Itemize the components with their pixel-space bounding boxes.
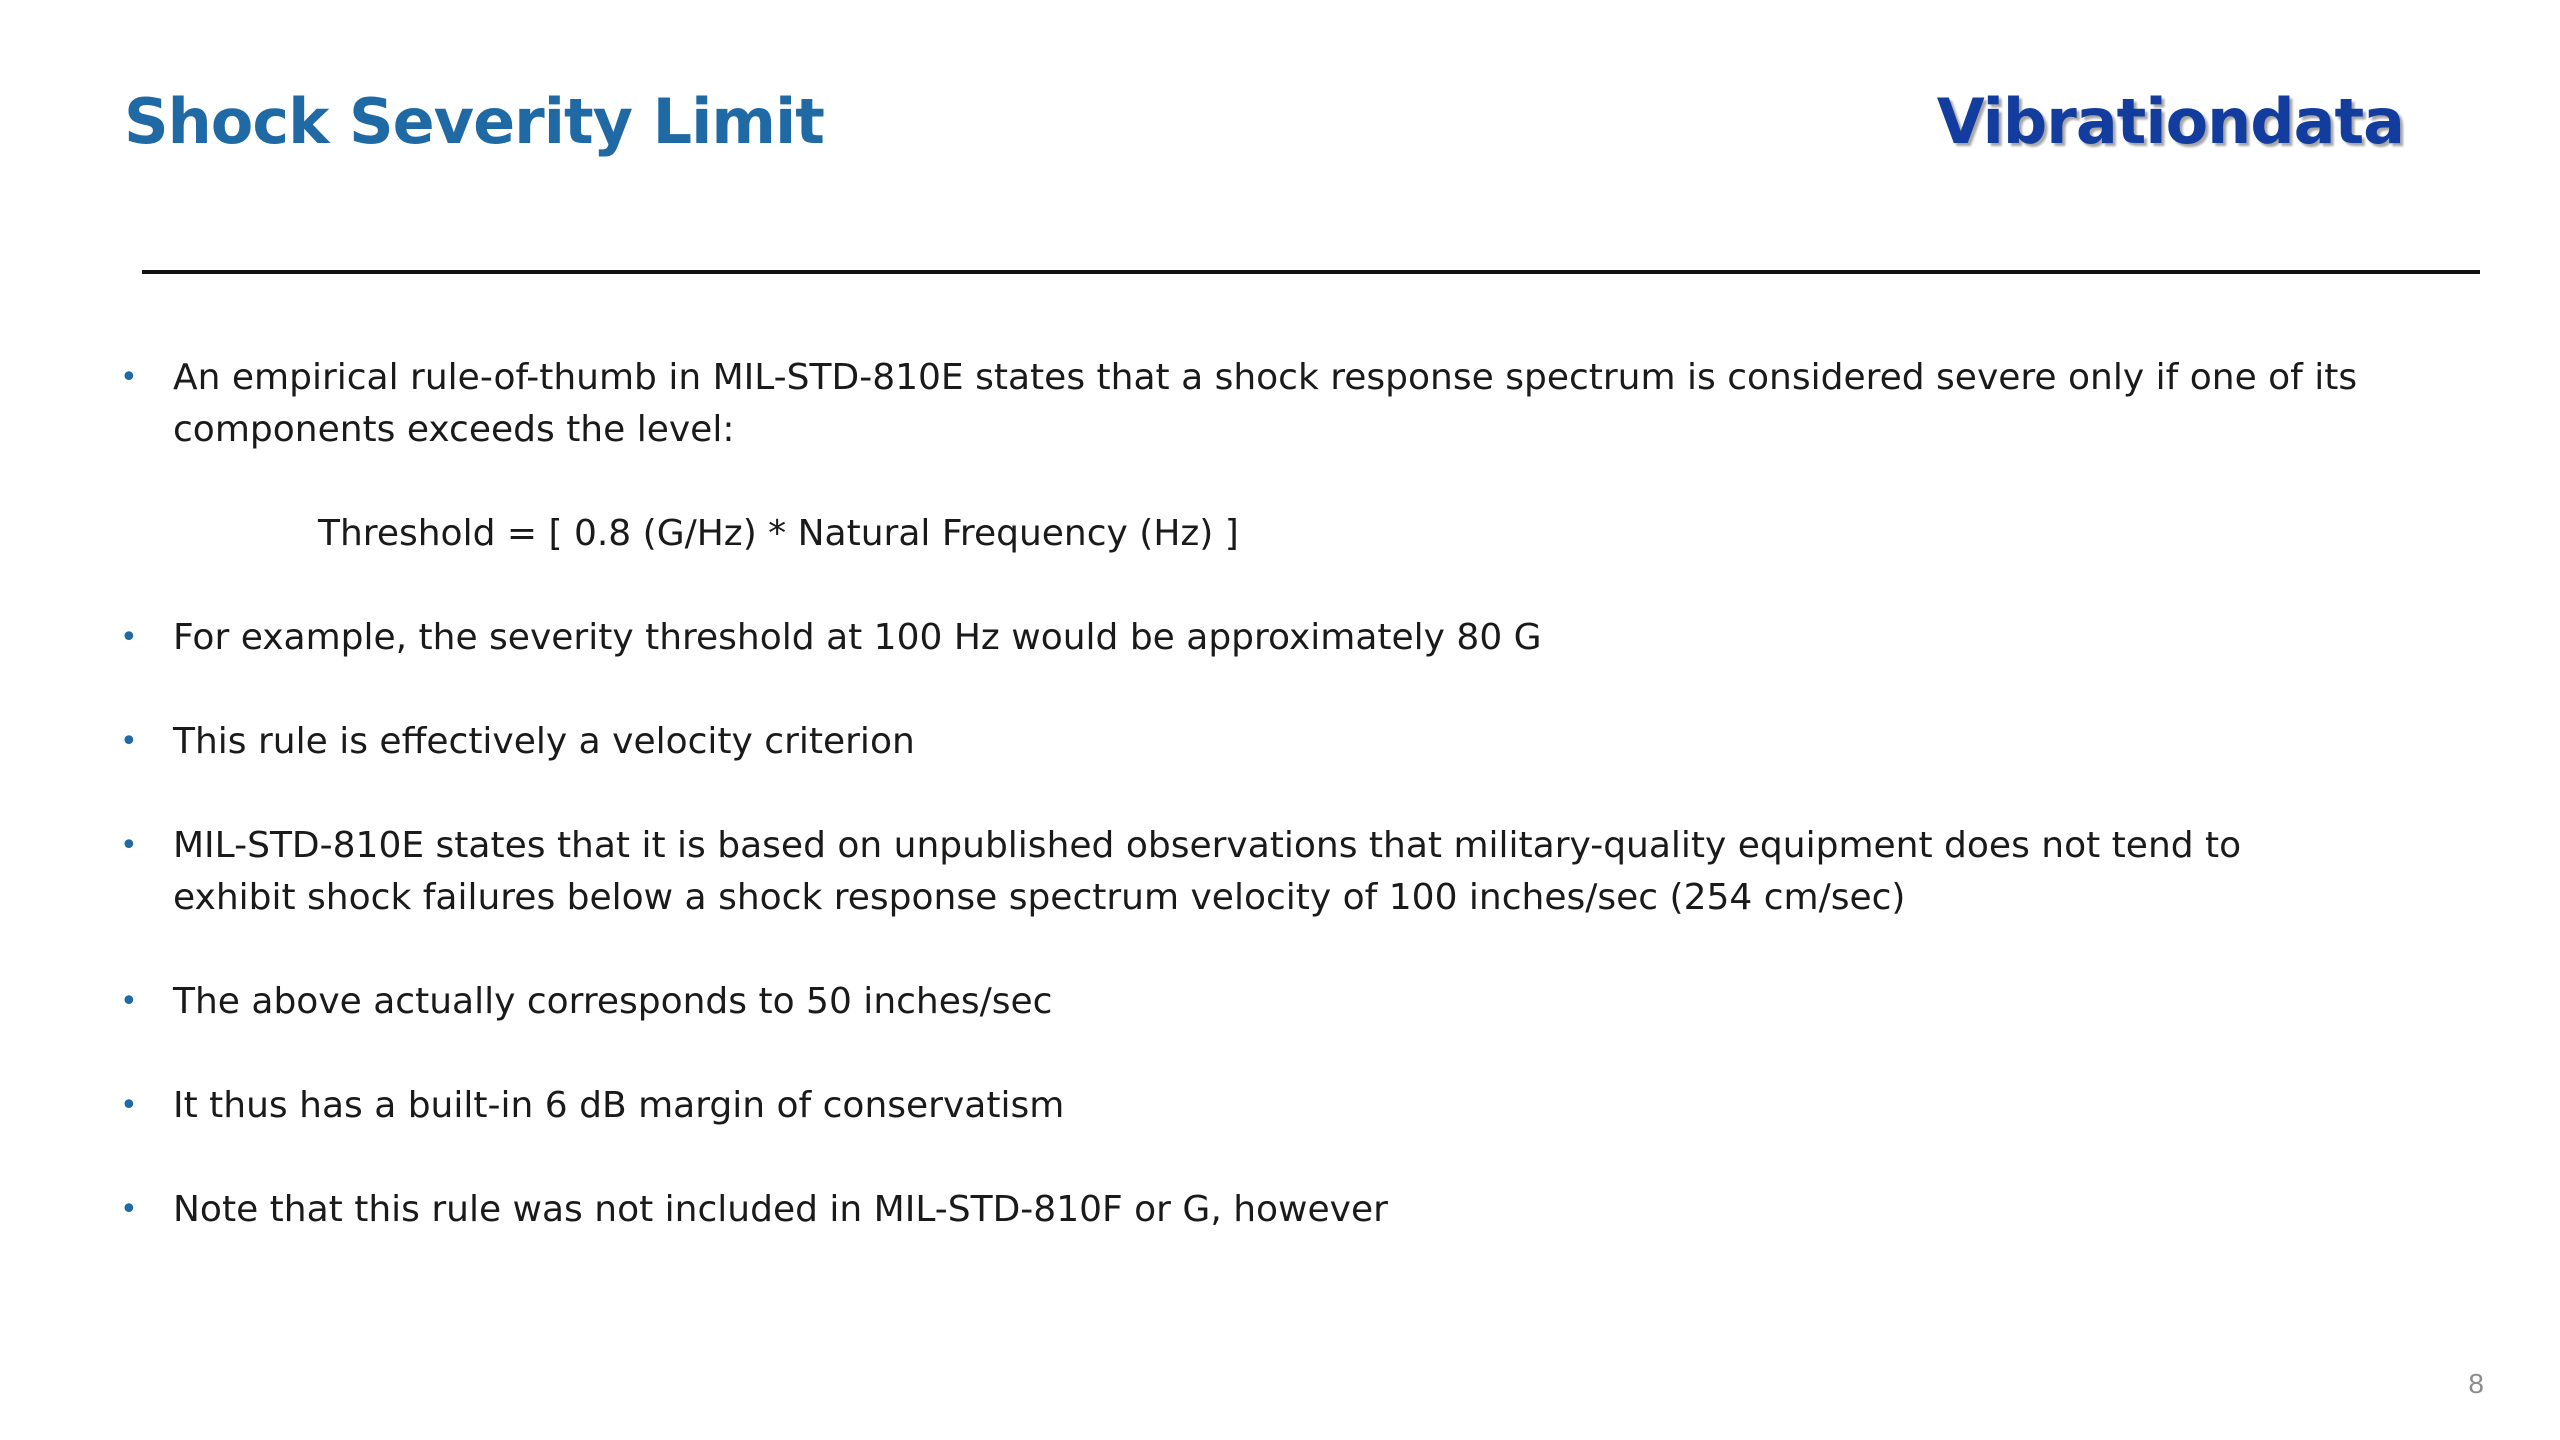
bullet-text: This rule is effectively a velocity criterion <box>173 721 915 762</box>
bullet-item-margin <box>120 1080 2360 1132</box>
bullet-text: For example, the severity threshold at 100 Hz would be approximately 80 G <box>173 617 1542 658</box>
bullet-icon: • <box>120 620 138 655</box>
bullet-item-observations <box>120 820 2360 924</box>
bullet-icon: • <box>120 724 138 759</box>
bullet-icon: • <box>120 828 138 863</box>
bullet-item-corresponds <box>120 976 2360 1028</box>
bullet-text: The above actually corresponds to 50 inches/sec <box>173 981 1053 1022</box>
bullet-icon: • <box>120 1192 138 1227</box>
bullet-list <box>120 352 2360 1288</box>
bullet-item-example <box>120 612 2360 664</box>
bullet-icon: • <box>120 984 138 1019</box>
slide-title: Shock Severity Limit <box>124 85 824 158</box>
bullet-text: Note that this rule was not included in MIL-STD-810F or G, however <box>173 1189 1388 1230</box>
bullet-item-note <box>120 1184 2360 1236</box>
bullet-item-velocity-criterion <box>120 716 2360 768</box>
bullet-text: It thus has a built-in 6 dB margin of conservatism <box>173 1085 1065 1126</box>
bullet-icon: • <box>120 360 138 395</box>
brand-logo-text: Vibrationdata <box>1936 85 2404 158</box>
page-number: 8 <box>2468 1368 2484 1399</box>
bullet-text: An empirical rule-of-thumb in MIL-STD-810E states that a shock response spectrum is considered severe only if one of its components exceeds the level: <box>173 357 2358 450</box>
bullet-text: MIL-STD-810E states that it is based on unpublished observations that military-quality equipment does not tend to exhibit shock failures below a shock response spectrum velocity of 100 inches/sec (254 cm/sec) <box>173 825 2242 918</box>
title-divider <box>142 270 2480 274</box>
bullet-icon: • <box>120 1088 138 1123</box>
threshold-formula: Threshold = [ 0.8 (G/Hz) * Natural Frequency (Hz) ] <box>318 513 1239 554</box>
bullet-item-rule-of-thumb <box>120 352 2360 560</box>
